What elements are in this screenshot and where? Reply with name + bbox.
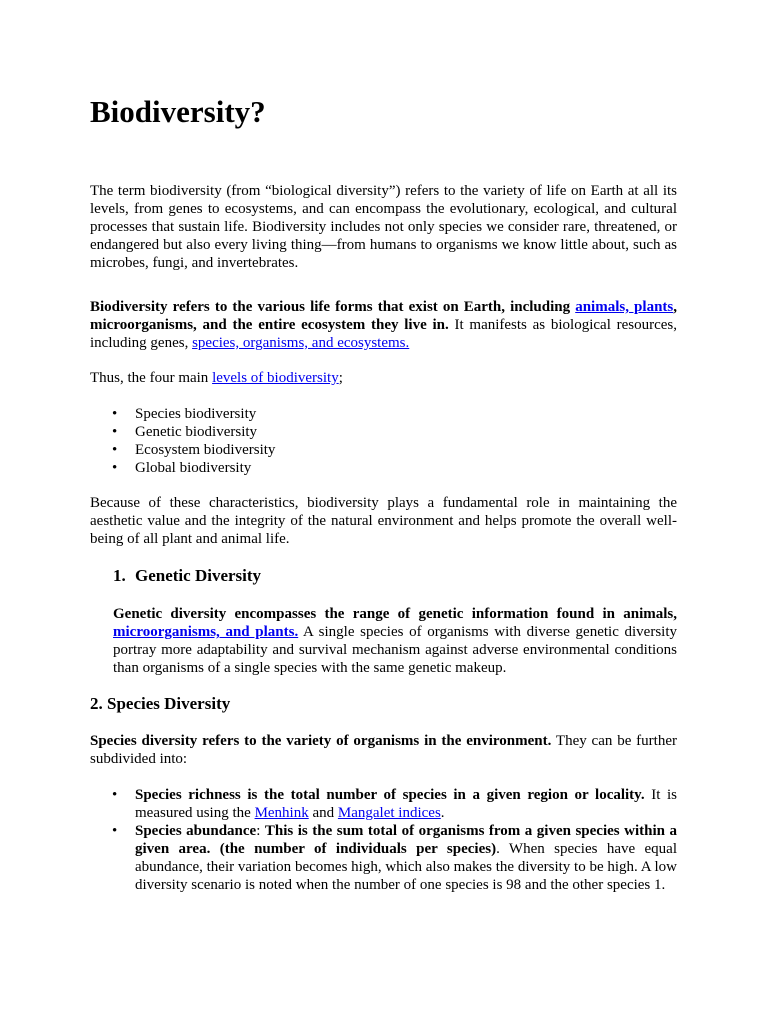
abundance-bold-definition: This is the sum total of organisms from a given species within a given area. (the number of individuals per species) [135, 823, 677, 857]
levels-list [90, 405, 677, 477]
levels-intro-text: Thus, the four main [90, 370, 213, 386]
levels-intro-semicolon: ; [338, 370, 343, 386]
definition-bold-end: , microorganisms, and the entire ecosystem they live in. [90, 299, 677, 333]
mangalet-indices-link[interactable]: Mangalet indices [337, 805, 441, 821]
intro-paragraph: The term biodiversity (from “biological diversity”) refers to the variety of life on Earth at all its levels, from genes to ecosystems, and can encompass the evolutionary, ecological, and cultural processes that sustain life. Biodiversity includes not only species we consider rare, threatened, or endangered but also every living thing—from humans to organisms we know little about, such as microbes, fungi, and invertebrates. [90, 183, 677, 271]
abundance-bold-label: Species abundance [135, 823, 257, 839]
menhink-link[interactable]: Menhink [254, 805, 309, 821]
page-title: Biodiversity? [90, 94, 266, 129]
list-item: • Species biodiversity [90, 405, 677, 423]
animals-plants-link[interactable]: animals, plants [575, 299, 674, 315]
list-item: • Ecosystem biodiversity [90, 441, 677, 459]
abundance-colon: : [256, 823, 265, 839]
definition-paragraph [90, 298, 677, 352]
characteristics-paragraph: Because of these characteristics, biodiversity plays a fundamental role in maintaining the aesthetic value and the integrity of the natural environment and helps promote the overall well-being of all plant and animal life. [90, 495, 677, 547]
species-organisms-ecosystems-link[interactable]: species, organisms, and ecosystems. [192, 335, 410, 351]
species-bold-start: Species diversity refers to the variety of organisms in the environment. [90, 733, 552, 749]
list-item [90, 786, 677, 822]
list-item: • Genetic biodiversity [90, 423, 677, 441]
list-item: • Global biodiversity [90, 459, 677, 477]
richness-period: . [440, 805, 445, 821]
genetic-bold-start: Genetic diversity encompasses the range of genetic information found in animals, [113, 606, 677, 622]
levels-intro-paragraph [90, 369, 677, 387]
microorganisms-plants-link[interactable]: microorganisms, and plants. [113, 624, 299, 640]
abundance-plain: . When species have equal abundance, their variation becomes high, which also makes the diversity to be high. A low diversity scenario is noted when the number of one species is 98 and the other species 1. [135, 841, 677, 893]
species-plain: They can be further subdivided into: [90, 733, 677, 767]
heading-text: Genetic Diversity [135, 566, 262, 585]
definition-plain: It manifests as biological resources, including genes, [90, 317, 677, 351]
heading-number: 1. [113, 566, 126, 585]
definition-bold-start: Biodiversity refers to the various life forms that exist on Earth, including [90, 299, 576, 315]
genetic-diversity-heading [113, 566, 700, 586]
genetic-diversity-paragraph [113, 605, 677, 677]
genetic-plain: A single species of organisms with diverse genetic diversity portray more adaptability and survival mechanism against adverse environmental conditions than organisms of a single species with the same genetic makeup. [113, 624, 677, 676]
list-item [90, 822, 677, 894]
richness-and: and [308, 805, 338, 821]
species-diversity-heading: 2. Species Diversity [90, 694, 231, 713]
richness-bold: Species richness is the total number of species in a given region or locality. [135, 787, 645, 803]
levels-of-biodiversity-link[interactable]: levels of biodiversity [212, 370, 339, 386]
richness-plain: It is measured using the [135, 787, 677, 821]
species-diversity-list [90, 786, 677, 894]
species-diversity-paragraph [90, 732, 677, 768]
